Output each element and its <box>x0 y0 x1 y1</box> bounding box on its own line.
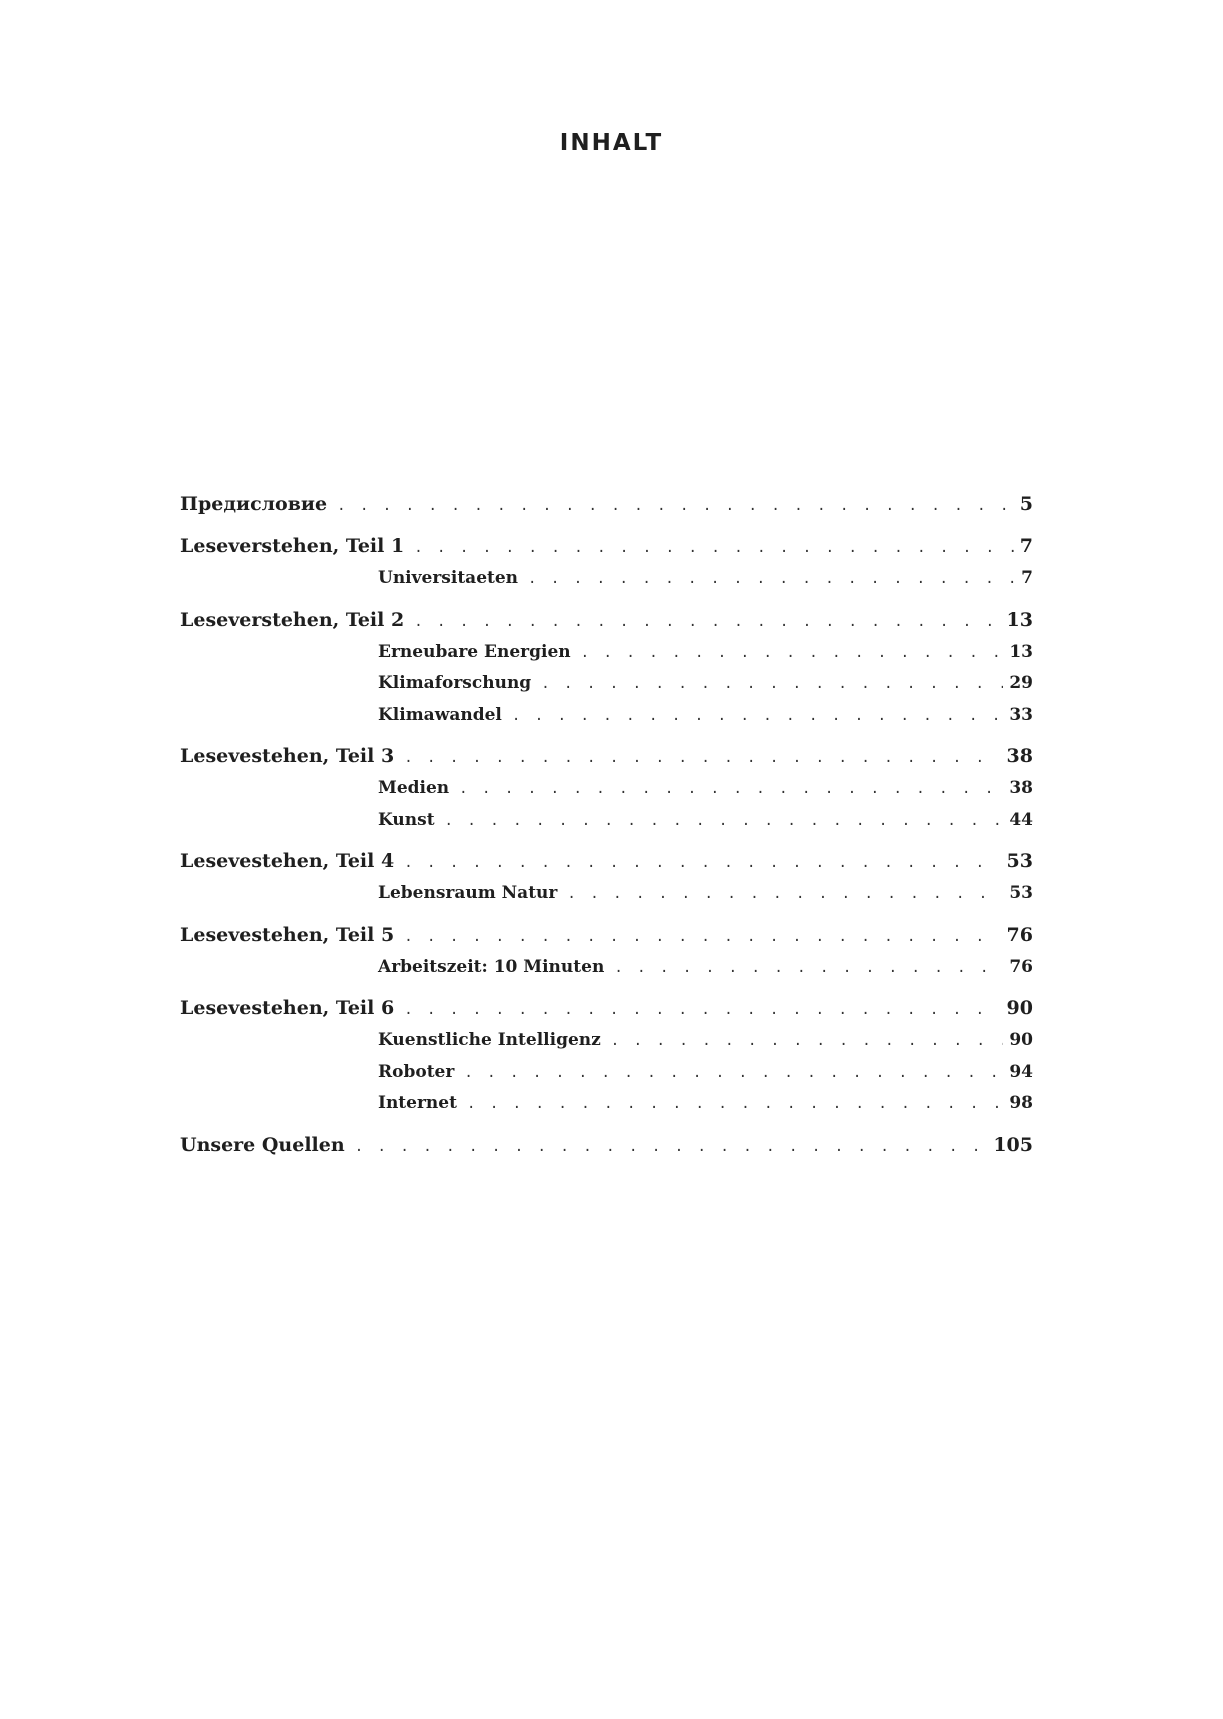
toc-subentry-medien[interactable] <box>180 773 1033 805</box>
toc-page-number: 105 <box>993 1133 1033 1156</box>
toc-entry-teil-1[interactable] <box>180 530 1033 563</box>
toc-page-number: 90 <box>1009 1030 1033 1050</box>
dot-leader <box>541 669 1003 701</box>
dot-leader <box>528 564 1015 596</box>
toc-entry-title: Roboter <box>378 1061 455 1082</box>
toc-subentry-kuenstliche-intelligenz[interactable] <box>180 1025 1033 1057</box>
toc-page-number: 76 <box>1009 956 1033 977</box>
toc-page-number: 90 <box>1006 997 1033 1019</box>
toc-page-number: 53 <box>1009 883 1033 903</box>
toc-entry-teil-6[interactable] <box>180 992 1033 1025</box>
dot-leader <box>414 532 1014 565</box>
toc-entry-title: Erneubare Energien <box>378 641 571 662</box>
toc-entry-teil-2[interactable] <box>180 604 1033 637</box>
toc-subentry-roboter[interactable] <box>180 1057 1033 1089</box>
dot-leader <box>611 1026 1004 1058</box>
toc-entry-title: Arbeitszeit: 10 Minuten <box>378 956 605 977</box>
toc-page-number: 38 <box>1006 745 1033 767</box>
toc-entry-preface[interactable] <box>180 488 1033 521</box>
toc-page-number: 13 <box>1009 641 1033 662</box>
dot-leader <box>445 806 1004 838</box>
toc-subentry-universitaeten[interactable] <box>180 563 1033 595</box>
dot-leader <box>404 921 1000 954</box>
dot-leader <box>414 606 1000 639</box>
dot-leader <box>337 490 1014 523</box>
toc-subentry-kunst[interactable] <box>180 805 1033 837</box>
page-title: INHALT <box>559 130 664 156</box>
toc-entry-title: Lesevestehen, Teil 5 <box>180 923 395 946</box>
dot-leader <box>404 847 1000 880</box>
toc-page-number: 44 <box>1009 809 1033 830</box>
toc-entry-teil-4[interactable] <box>180 845 1033 878</box>
toc-entry-title: Lesevestehen, Teil 6 <box>180 997 395 1019</box>
toc-page-number: 76 <box>1006 923 1033 946</box>
toc-subentry-internet[interactable] <box>180 1088 1033 1120</box>
toc-entry-title: Предисловие <box>180 493 328 515</box>
toc-page-number: 29 <box>1009 673 1033 693</box>
toc-entry-title: Kuenstliche Intelligenz <box>378 1030 601 1050</box>
toc-entry-title: Lebensraum Natur <box>378 883 558 903</box>
toc-entry-title: Leseverstehen, Teil 1 <box>180 535 405 557</box>
toc-page-number: 94 <box>1009 1061 1033 1082</box>
toc-page-number: 7 <box>1019 535 1033 557</box>
toc-page-number: 53 <box>1006 850 1033 872</box>
dot-leader <box>614 953 1003 985</box>
dot-leader <box>567 879 1003 911</box>
dot-leader <box>512 701 1003 733</box>
toc-entry-title: Leseverstehen, Teil 2 <box>180 608 405 631</box>
dot-leader <box>467 1089 1003 1121</box>
toc-subentry-lebensraum-natur[interactable] <box>180 878 1033 910</box>
dot-leader <box>355 1131 988 1164</box>
toc-entry-title: Internet <box>378 1093 457 1113</box>
toc-entry-title: Universitaeten <box>378 568 519 588</box>
toc-entry-title: Kunst <box>378 809 435 830</box>
toc-entry-title: Unsere Quellen <box>180 1133 345 1156</box>
toc-subentry-klimawandel[interactable] <box>180 700 1033 732</box>
toc-page-number: 7 <box>1021 568 1033 588</box>
dot-leader <box>404 742 1000 775</box>
table-of-contents <box>180 488 1033 1162</box>
toc-entry-title: Medien <box>378 778 450 798</box>
dot-leader <box>464 1058 1003 1090</box>
toc-page-number: 5 <box>1019 493 1033 515</box>
toc-page-number: 98 <box>1009 1093 1033 1113</box>
toc-page-number: 38 <box>1009 778 1033 798</box>
toc-subentry-erneubare-energien[interactable] <box>180 637 1033 669</box>
dot-leader <box>404 994 1000 1027</box>
dot-leader <box>581 638 1004 670</box>
toc-subentry-arbeitszeit[interactable] <box>180 952 1033 984</box>
toc-page-number: 33 <box>1009 704 1033 725</box>
toc-entry-title: Klimaforschung <box>378 673 532 693</box>
dot-leader <box>459 774 1003 806</box>
toc-page-number: 13 <box>1006 608 1033 631</box>
toc-entry-teil-3[interactable] <box>180 740 1033 773</box>
toc-subentry-klimaforschung[interactable] <box>180 668 1033 700</box>
toc-entry-quellen[interactable] <box>180 1129 1033 1162</box>
toc-entry-title: Klimawandel <box>378 704 502 725</box>
toc-entry-teil-5[interactable] <box>180 919 1033 952</box>
toc-entry-title: Lesevestehen, Teil 3 <box>180 745 395 767</box>
toc-entry-title: Lesevestehen, Teil 4 <box>180 850 395 872</box>
